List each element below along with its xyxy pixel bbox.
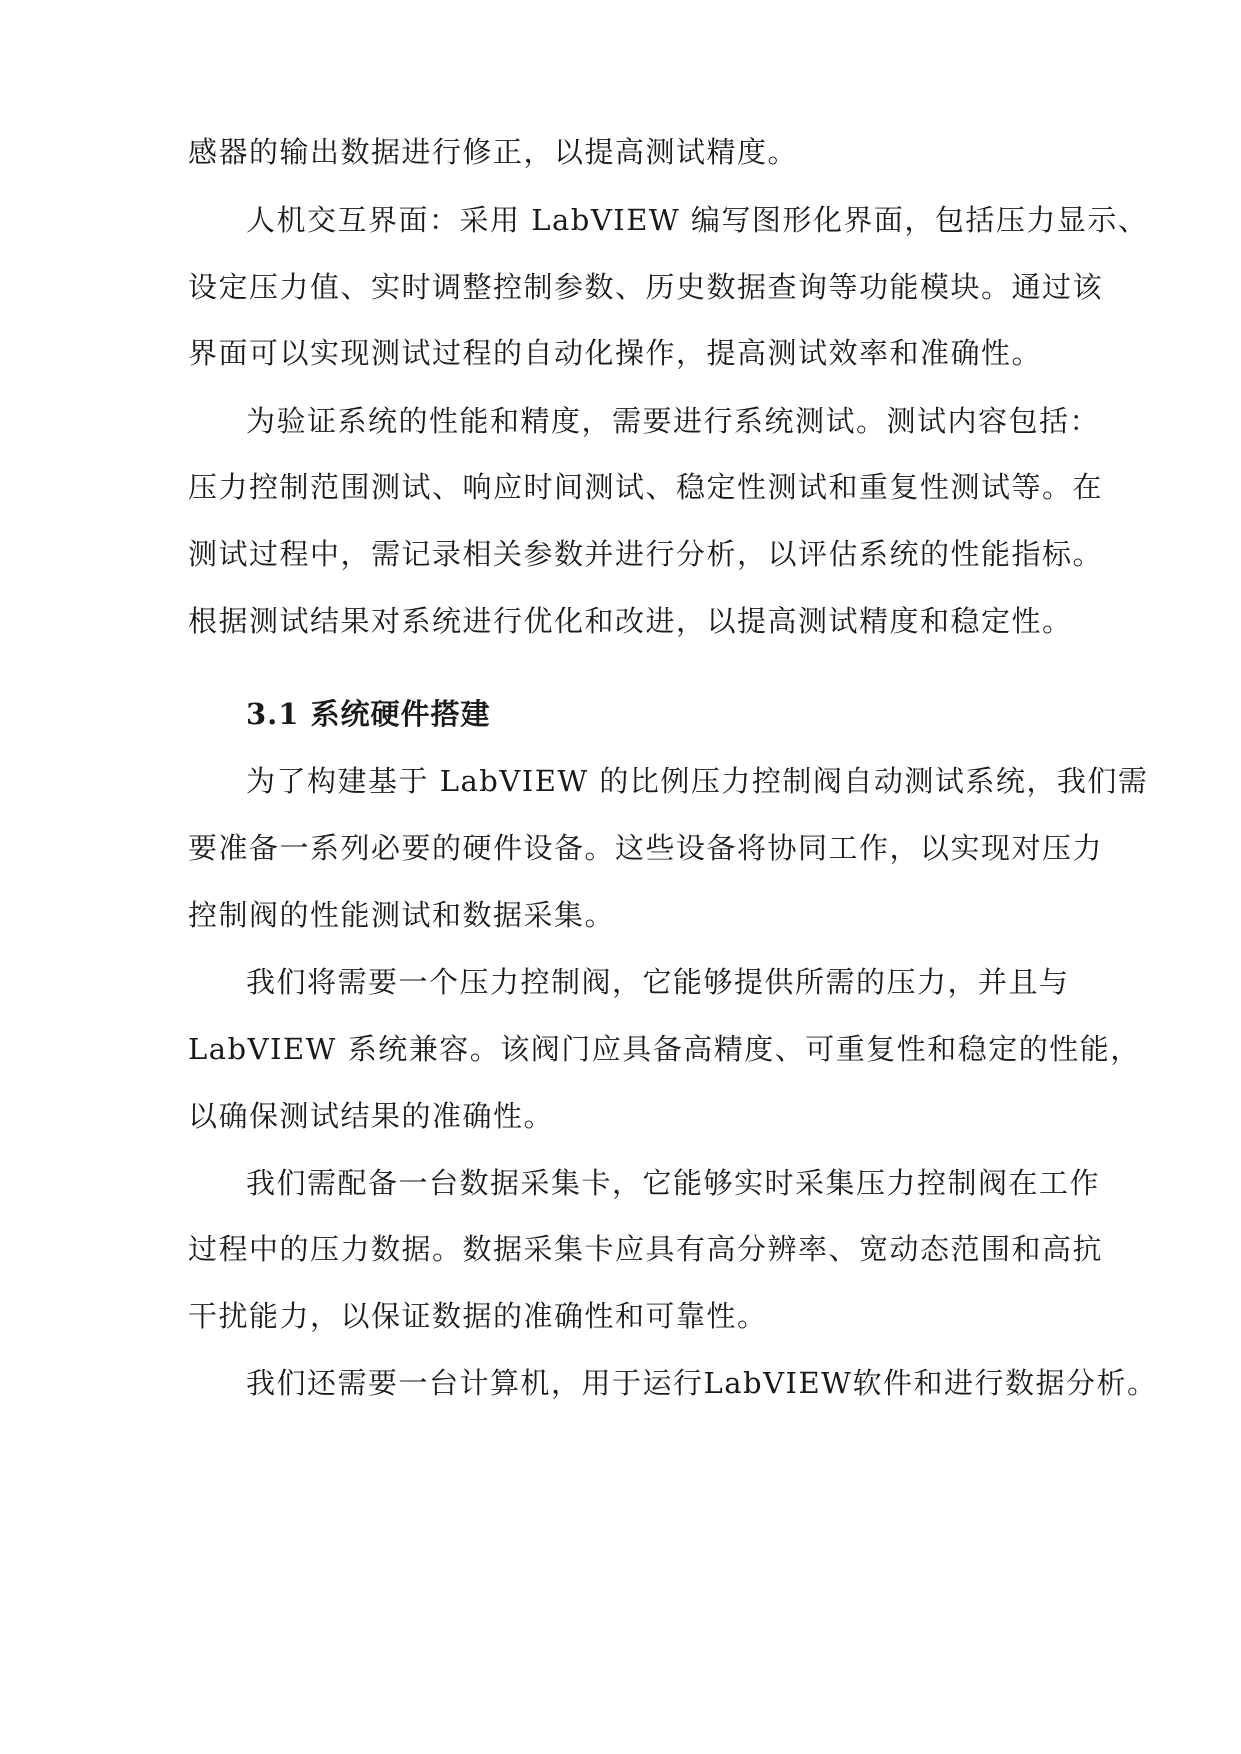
paragraph-line: LabVIEW 系统兼容。该阀门应具备高精度、可重复性和稳定的性能，	[188, 1032, 1141, 1066]
paragraph-line: 以确保测试结果的准确性。	[188, 1099, 555, 1133]
paragraph-line: 根据测试结果对系统进行优化和改进，以提高测试精度和稳定性。	[188, 604, 1073, 638]
paragraph-line: 为了构建基于 LabVIEW 的比例压力控制阀自动测试系统，我们需	[246, 764, 1149, 798]
paragraph-line: 为验证系统的性能和精度，需要进行系统测试。测试内容包括：	[246, 404, 1101, 438]
paragraph-line: 压力控制范围测试、响应时间测试、稳定性测试和重复性测试等。在	[188, 470, 1104, 504]
paragraph-line: 我们需配备一台数据采集卡，它能够实时采集压力控制阀在工作	[246, 1166, 1101, 1200]
paragraph-line: 我们还需要一台计算机，用于运行LabVIEW软件和进行数据分析。	[246, 1366, 1158, 1400]
paragraph-line: 测试过程中，需记录相关参数并进行分析，以评估系统的性能指标。	[188, 537, 1104, 571]
section-heading: 3.1 系统硬件搭建	[246, 697, 491, 731]
paragraph-line: 控制阀的性能测试和数据采集。	[188, 898, 616, 932]
paragraph-line: 过程中的压力数据。数据采集卡应具有高分辨率、宽动态范围和高抗	[188, 1232, 1104, 1266]
paragraph-line: 感器的输出数据进行修正，以提高测试精度。	[188, 135, 799, 169]
paragraph-line: 设定压力值、实时调整控制参数、历史数据查询等功能模块。通过该	[188, 270, 1104, 304]
paragraph-line: 我们将需要一个压力控制阀，它能够提供所需的压力，并且与	[246, 965, 1070, 999]
paragraph-line: 界面可以实现测试过程的自动化操作，提高测试效率和准确性。	[188, 336, 1043, 370]
paragraph-line: 要准备一系列必要的硬件设备。这些设备将协同工作，以实现对压力	[188, 831, 1104, 865]
paragraph-line: 人机交互界面：采用 LabVIEW 编写图形化界面，包括压力显示、	[246, 203, 1149, 237]
paragraph-line: 干扰能力，以保证数据的准确性和可靠性。	[188, 1299, 768, 1333]
